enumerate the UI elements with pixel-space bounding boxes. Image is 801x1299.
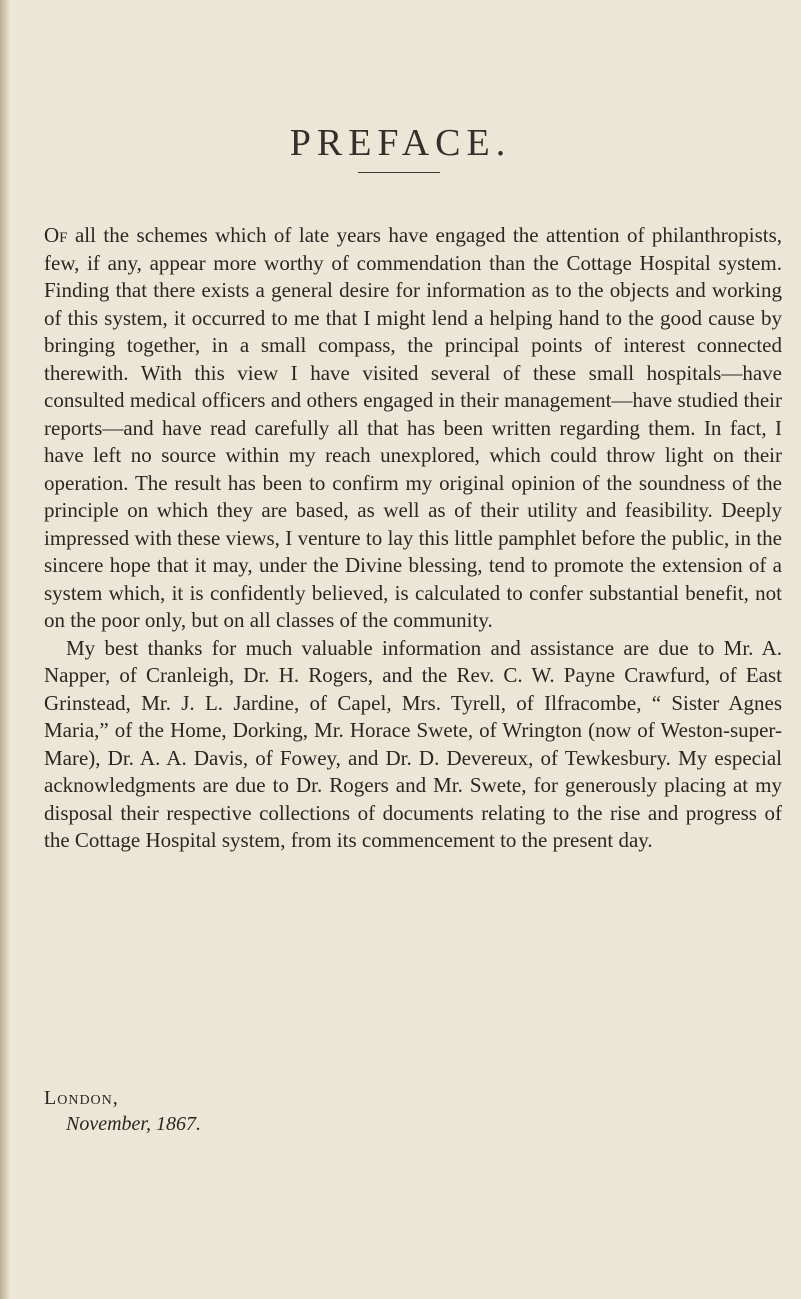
paragraph-1 xyxy=(44,222,782,635)
paragraph-1-text: all the schemes which of late years have engaged the attention of philanthropists, few, if any, appear more worthy of commendation than the Cottage Hospital system. Finding that there exists a general desire for information as to the objects and working of this system, it occurred to me that I might lend a helping hand to the good cause by bringing together, in a small compass, the principal points of interest connected therewith. With this view I have visited several of these small hospitals—have consulted medical officers and others engaged in their management—have studied their reports—and have read carefully all that has been written regarding them. In fact, I have left no source within my reach unexplored, which could throw light on their operation. The result has been to confirm my original opinion of the soundness of the principle on which they are based, as well as of their utility and feasibility. Deeply impressed with these views, I venture to lay this little pamphlet before the public, in the sincere hope that it may, under the Divine blessing, tend to promote the extension of a system which, it is confidently believed, is calculated to confer substantial benefit, not on the poor only, but on all classes of the community. xyxy=(44,223,782,632)
paragraph-2: My best thanks for much valuable information and assistance are due to Mr. A. Napper, of Cranleigh, Dr. H. Rogers, and the Rev. C. W. Payne Crawfurd, of East Grinstead, Mr. J. L. Jardine, of Capel, Mrs. Tyrell, of Ilfracombe, “ Sister Agnes Maria,” of the Home, Dorking, Mr. Horace Swete, of Wrington (now of Weston-super-Mare), Dr. A. A. Davis, of Fowey, and Dr. D. Devereux, of Tewkesbury. My especial acknowledgments are due to Dr. Rogers and Mr. Swete, for generously placing at my disposal their respective collections of documents relating to the rise and progress of the Cottage Hospital system, from its commencement to the present day. xyxy=(44,635,782,852)
paragraph-1-lead: Of xyxy=(44,223,68,247)
signoff xyxy=(44,1085,201,1137)
signoff-date: November, 1867. xyxy=(66,1113,201,1135)
page-title: PREFACE. xyxy=(289,122,512,165)
signoff-place: London, xyxy=(44,1087,119,1109)
preface-body xyxy=(44,222,782,855)
title-rule xyxy=(358,172,440,173)
page-binding-edge xyxy=(0,0,10,1299)
